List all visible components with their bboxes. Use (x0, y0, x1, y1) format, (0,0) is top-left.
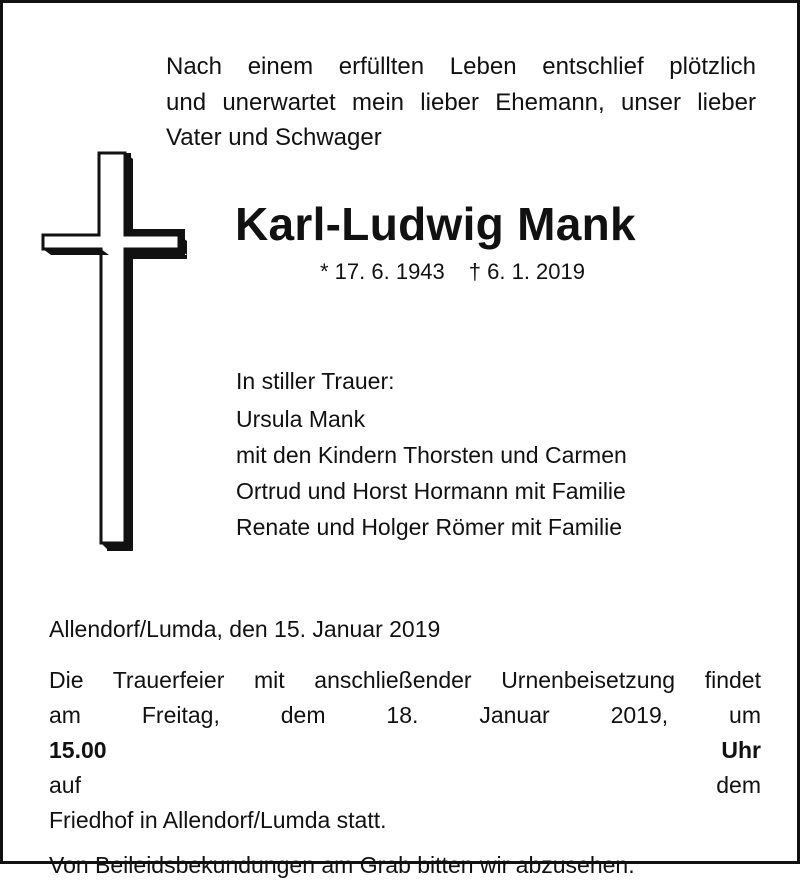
life-dates (320, 257, 585, 287)
cross-icon (39, 149, 199, 559)
intro-line: Vater und Schwager (166, 124, 382, 151)
ceremony-block (49, 663, 761, 883)
mourner-line: mit den Kindern Thorsten und Carmen (236, 442, 627, 468)
intro-line: Nach einem erfüllten Leben entschlief plötzlich (166, 53, 756, 80)
ceremony-text-part: am Freitag, dem 18. Januar 2019, um (49, 702, 761, 728)
place-and-date: Allendorf/Lumda, den 15. Januar 2019 (49, 616, 441, 642)
ceremony-line: Die Trauerfeier mit anschließender Urnenbeisetzung findet (49, 667, 761, 693)
ceremony-text-part: auf dem (49, 772, 761, 798)
mourners-block (236, 363, 627, 545)
ceremony-line: Friedhof in Allendorf/Lumda statt. (49, 807, 387, 833)
ceremony-time: 15.00 Uhr (49, 737, 761, 763)
birth-date: * 17. 6. 1943 (320, 259, 445, 284)
ceremony-text (49, 663, 761, 838)
closing-note: Von Beileidsbekundungen am Grab bitten wir abzusehen. (49, 852, 635, 878)
death-date: † 6. 1. 2019 (468, 259, 585, 284)
intro-line: und unerwartet mein lieber Ehemann, unser lieber (166, 88, 756, 116)
mourners-heading: In stiller Trauer: (236, 368, 395, 394)
mourner-line: Renate und Holger Römer mit Familie (236, 514, 623, 540)
mourner-line: Ursula Mank (236, 406, 366, 432)
deceased-name: Karl-Ludwig Mank (235, 198, 636, 250)
intro-text (166, 49, 756, 156)
ceremony-line (49, 698, 761, 803)
mourner-line: Ortrud und Horst Hormann mit Familie (236, 478, 626, 504)
